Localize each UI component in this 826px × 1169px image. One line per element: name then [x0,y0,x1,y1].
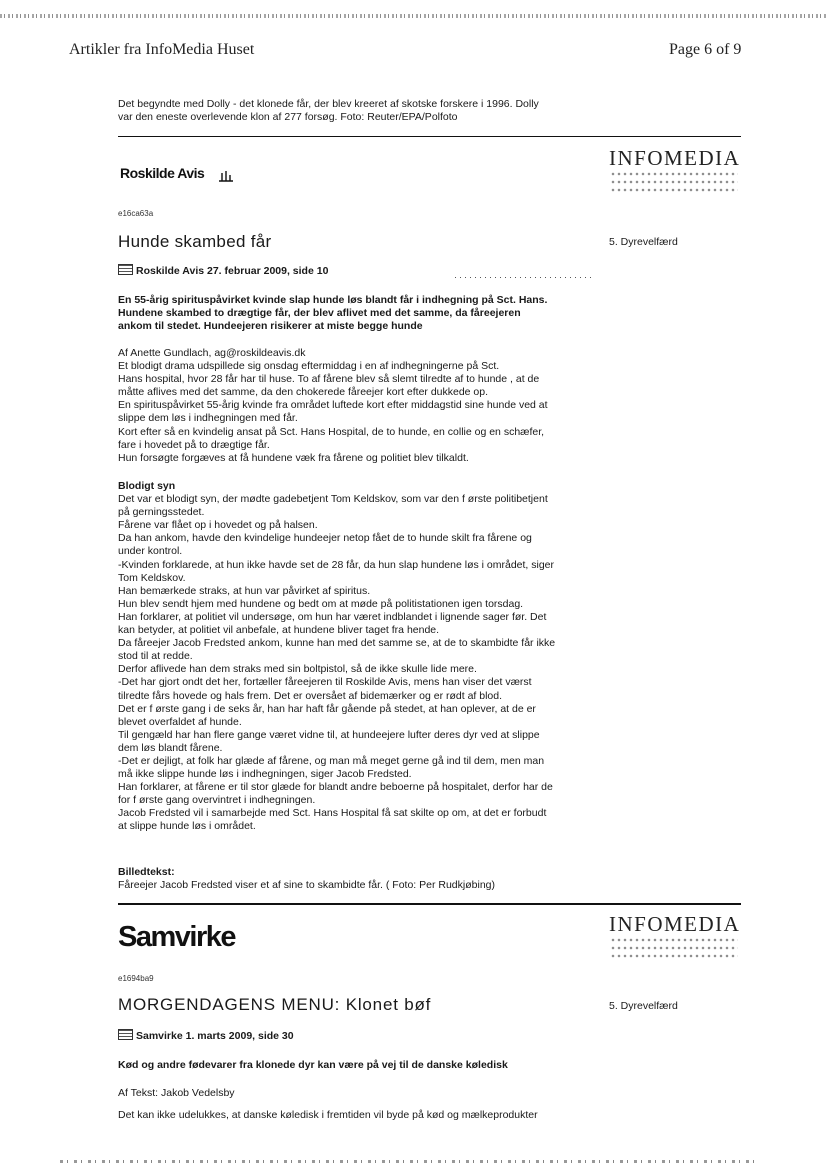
article-body-intro [118,347,548,465]
caption-text: Fåreejer Jacob Fredsted viser et af sine to skambidte får. ( Foto: Per Rudkjøbing) [118,879,495,892]
infomedia-logo-pattern [610,936,738,962]
body-line: blevet overfaldet af hunde. [118,715,242,728]
article-byline: Af Tekst: Jakob Vedelsby [118,1087,235,1099]
article-lead [118,294,547,334]
body-line: Til gengæld har han flere gange været vidne til, at hundeejere lufter deres dyr ved at slippe [118,728,540,741]
body-line: at slippe hunde løs i området. [118,820,256,833]
body-line: for f ørste gang overvintret i indhegningen. [118,794,316,807]
lead-line: En 55-årig spirituspåvirket kvinde slap hunde løs blandt får i indhegning på Sct. Hans. [118,294,548,306]
body-line: fare i hovedet på to drægtige får. [118,438,270,451]
article-subhead: Blodigt syn [118,480,176,492]
body-line: Da fåreejer Jacob Fredsted ankom, kunne han med det samme se, at de to skambidte får ikke [118,637,556,650]
publication-info-text: Samvirke 1. marts 2009, side 30 [136,1030,294,1042]
roskilde-avis-logo: Roskilde Avis [120,165,205,181]
body-line: Tom Keldskov. [118,571,186,584]
body-line: dem løs blandt fårene. [118,741,223,754]
image-caption [118,866,495,892]
body-line: Af Anette Gundlach, ag@roskildeavis.dk [118,347,306,359]
body-line: -Kvinden forklarede, at hun ikke havde set de 28 får, da hun slap hundene løs i området, siger [118,558,555,571]
roskilde-logo-mark [218,169,234,181]
samvirke-logo: Samvirke [118,921,235,953]
body-line: måtte aflives med det samme, da den chokerede fåreejer kort efter dukkede op. [118,386,489,399]
previous-caption-line: Det begyndte med Dolly - det klonede får, der blev kreeret af skotske forskere i 1996. Dolly [118,98,539,110]
page-number: Page 6 of 9 [669,41,742,58]
article-title: MORGENDAGENS MENU: Klonet bøf [118,995,432,1014]
caption-label: Billedtekst: [118,866,175,878]
newspaper-icon [118,1029,133,1040]
article-id: e16ca63a [118,209,154,218]
scan-dotline [455,277,595,278]
article-section: 5. Dyrevelfærd [609,1000,678,1012]
publication-info [118,264,328,277]
publication-info-text: Roskilde Avis 27. februar 2009, side 10 [136,265,329,277]
body-line: Han forklarer, at politiet vil undersøge, om hun har været indblandet i lignende sager før. Det [118,610,547,623]
newspaper-icon [118,264,133,275]
body-line: Derfor aflivede han dem straks med sin boltpistol, så de ikke skulle lide mere. [118,663,477,676]
body-line: slippe dem løs i indhegningen med får. [118,412,298,425]
infomedia-logo: INFOMEDIA [609,146,741,170]
separator-rule [118,903,741,905]
body-line: på gerningsstedet. [118,506,205,519]
lead-line: Hundene skambed to drægtige får, der blev aflivet med det samme, da fåreejeren [118,307,521,320]
body-line: -Det har gjort ondt det her, fortæller fåreejeren til Roskilde Avis, mens han viser det værst [118,676,532,689]
scan-noise-top [0,14,826,18]
body-line: tilredte fårs hovede og hals frem. Det er oversået af bidemærker og er rødt af blod. [118,689,503,702]
infomedia-logo-pattern [610,170,738,196]
body-line: Hun blev sendt hjem med hundene og bedt om at møde på politistationen igen torsdag. [118,597,524,610]
body-line: under kontrol. [118,545,183,558]
body-line: Hun forsøgte forgæves at få hundene væk fra fårene og politiet blev tilkaldt. [118,451,469,464]
publication-info [118,1029,294,1042]
body-line: Da han ankom, havde den kvindelige hundeejer netop fået de to hunde skilt fra fårene og [118,532,532,545]
body-line: Hans hospital, hvor 28 får har til huse. To af fårene blev så slemt tilredte af to hunde , at de [118,373,540,386]
infomedia-logo: INFOMEDIA [609,912,741,936]
article-id: e1694ba9 [118,974,154,983]
previous-caption-line: var den eneste overlevende klon af 277 forsøg. Foto: Reuter/EPA/Polfoto [118,111,458,124]
article-title: Hunde skambed får [118,232,272,251]
body-line: Det var et blodigt syn, der mødte gadebetjent Tom Keldskov, som var den f ørste politibetjent [118,493,548,506]
lead-line: ankom til stedet. Hundeejeren risikerer at miste begge hunde [118,320,423,333]
previous-caption [118,98,618,124]
body-line: -Det er dejligt, at folk har glæde af fårene, og man må meget gerne gå ind til dem, men man [118,754,545,767]
article-section: 5. Dyrevelfærd [609,236,678,248]
body-line: Han forklarer, at fårene er til stor glæde for blandt andre beboerne på hospitalet, derfor har de [118,781,553,794]
body-line: stod til at redde. [118,650,193,663]
body-line: En spirituspåvirket 55-årig kvinde fra området luftede kort efter middagstid sine hunde ved at [118,399,548,412]
body-line: Et blodigt drama udspillede sig onsdag eftermiddag i en af indhegningerne på Sct. [118,360,500,373]
body-line: kan betyder, at politiet vil anbefale, at hundene bliver taget fra hende. [118,624,440,637]
article-body-line: Det kan ikke udelukkes, at danske køledisk i fremtiden vil byde på kød og mælkeprodukter [118,1109,538,1121]
scan-noise-bottom [60,1160,760,1163]
body-line: Kort efter så en kvindelig ansat på Sct. Hans Hospital, de to hunde, en collie og en schæfer, [118,425,545,438]
body-line: Det er f ørste gang i de seks år, han har haft får gående på stedet, at han oplever, at de er [118,702,536,715]
body-line: Fårene var flået op i hovedet og på halsen. [118,519,318,532]
body-line: må ikke slippe hunde løs i indhegningen, siger Jacob Fredsted. [118,768,412,781]
article-lead: Kød og andre fødevarer fra klonede dyr kan være på vej til de danske køledisk [118,1059,508,1071]
article-body-main [118,480,555,834]
body-line: Jacob Fredsted vil i samarbejde med Sct. Hans Hospital få sat skilte op om, at det er forbudt [118,807,547,820]
body-line: Han bemærkede straks, at hun var påvirket af spiritus. [118,584,371,597]
separator-rule [118,136,741,137]
document-header-title: Artikler fra InfoMedia Huset [69,41,255,58]
